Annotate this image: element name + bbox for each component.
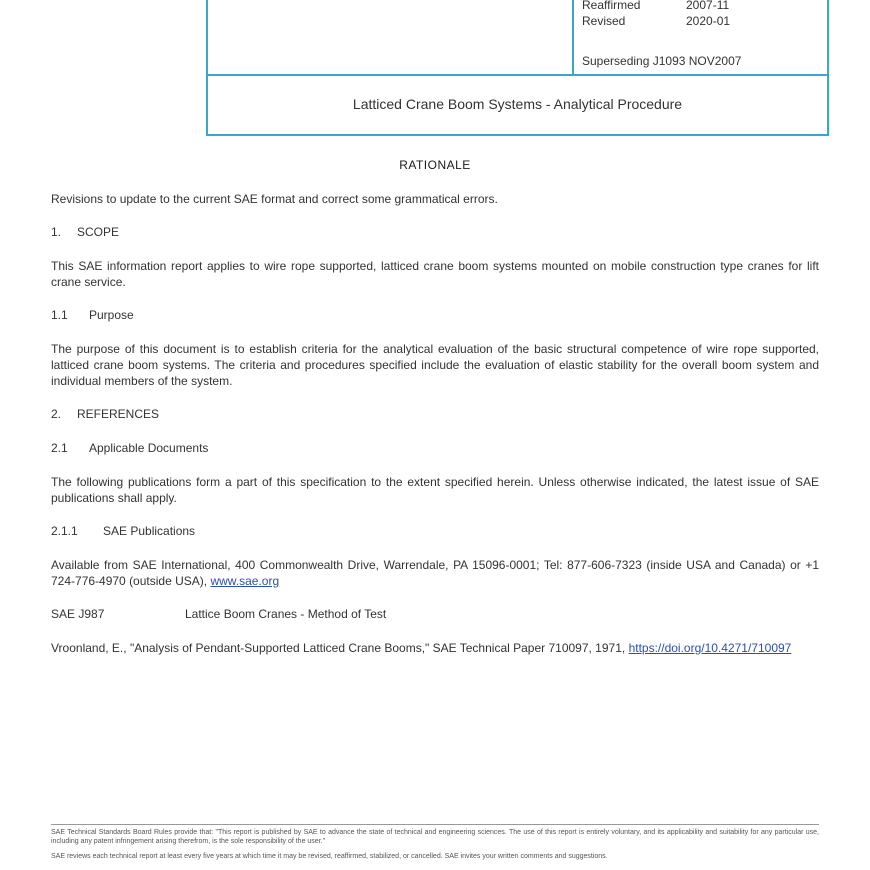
applicable-text: The following publications form a part of this specification to the extent specified herein. Unless otherwise indicated, the latest issue of SAE publications shall apply. [51, 475, 819, 505]
section-title: SCOPE [77, 225, 120, 239]
section-references-heading [51, 407, 159, 421]
revised-label: Revised [582, 14, 626, 28]
footer-disclaimer: SAE Technical Standards Board Rules provide that: "This report is published by SAE to advance the state of technical and engineering sciences. The use of this report is entirely voluntary, and its applicability and suitability for any particular use, including any patent infringement arising therefrom, is the sole responsibility of the user." [51, 829, 819, 845]
section-number: 1.1 [51, 308, 68, 322]
section-title: Applicable Documents [89, 441, 209, 455]
reaffirmed-label: Reaffirmed [582, 0, 641, 12]
sae-website-link[interactable]: www.sae.org [210, 574, 280, 588]
revised-value: 2020-01 [686, 14, 731, 28]
reference-title: Lattice Boom Cranes - Method of Test [185, 607, 387, 621]
section-applicable-heading [51, 441, 208, 455]
doi-link[interactable]: https://doi.org/10.4271/710097 [628, 641, 792, 655]
section-number: 2. [51, 407, 62, 421]
section-number: 2.1 [51, 441, 68, 455]
section-title: REFERENCES [77, 407, 160, 421]
superseding-text: Superseding J1093 NOV2007 [582, 54, 742, 68]
revised-row [582, 14, 730, 28]
sae-address-text: Available from SAE International, 400 Commonwealth Drive, Warrendale, PA 15096-0001; Tel: 877-606-7323 (inside USA and Canada) or +1 724-776-4970 (outside USA), [51, 558, 819, 588]
rationale-text: Revisions to update to the current SAE format and correct some grammatical errors. [51, 192, 498, 206]
section-number: 2.1.1 [51, 524, 78, 538]
section-purpose-heading [51, 308, 134, 322]
sae-publications-text [51, 557, 819, 589]
rationale-heading: RATIONALE [399, 158, 471, 172]
section-sae-publications-heading [51, 524, 195, 538]
reaffirmed-row [582, 0, 729, 12]
document-title: Latticed Crane Boom Systems - Analytical Procedure [352, 96, 683, 112]
section-title: SAE Publications [103, 524, 196, 538]
reference-technical-paper [51, 640, 819, 656]
reference-j987 [51, 607, 386, 621]
section-scope-heading [51, 225, 119, 239]
header-info-row [208, 0, 827, 76]
purpose-text: The purpose of this document is to establish criteria for the analytical evaluation of the basic structural competence of wire rope supported, latticed crane boom systems. The criteria and procedures specified include the evaluation of elastic stability for the overall boom system and individual members of the system. [51, 342, 819, 388]
reference-code: SAE J987 [51, 607, 105, 621]
document-header-box [206, 0, 829, 136]
reference-paper-text: Vroonland, E., "Analysis of Pendant-Supported Latticed Crane Booms," SAE Technical Paper 710097, 1971, [51, 641, 626, 655]
reaffirmed-value: 2007-11 [686, 0, 730, 12]
section-number: 1. [51, 225, 62, 239]
footer-review-notice: SAE reviews each technical report at least every five years at which time it may be revised, reaffirmed, stabilized, or cancelled. SAE invites your written comments and suggestions. [51, 853, 608, 860]
footer-divider [51, 824, 819, 825]
header-divider [572, 0, 574, 74]
section-title: Purpose [89, 308, 134, 322]
scope-text: This SAE information report applies to wire rope supported, latticed crane boom systems mounted on mobile construction type cranes for lift crane service. [51, 259, 819, 289]
